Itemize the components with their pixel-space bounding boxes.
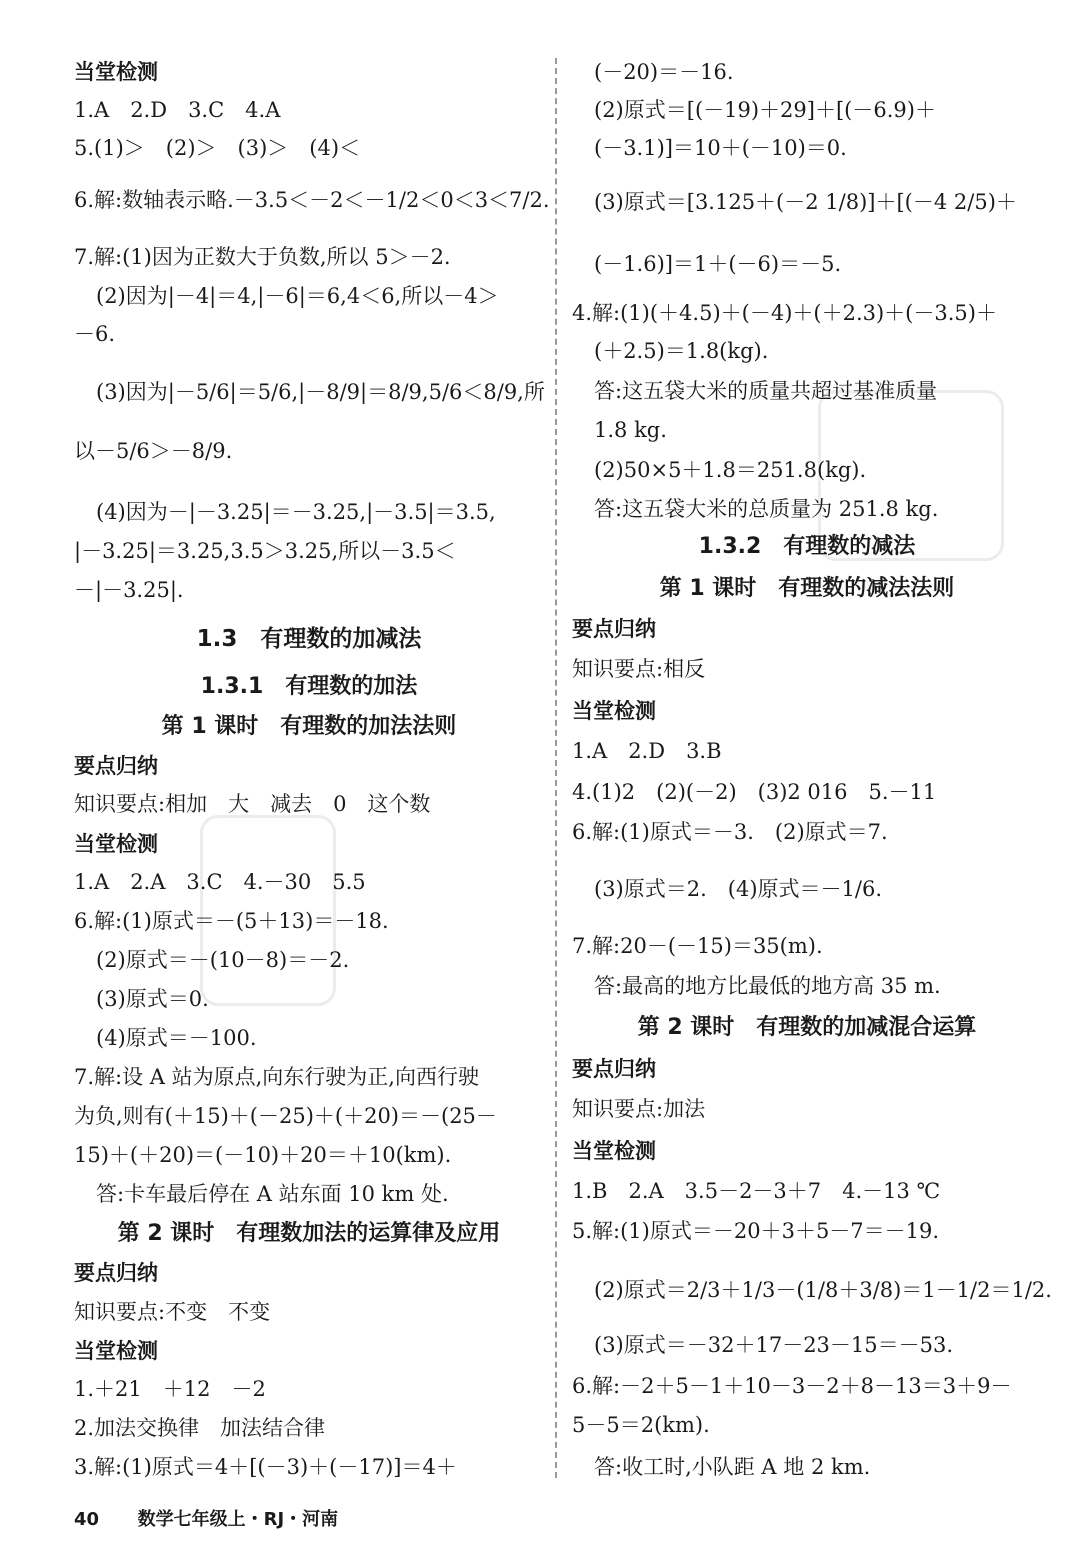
answer-line: 6.解:数轴表示略.－3.5＜－2＜－1/2＜0＜3＜7/2. xyxy=(74,188,550,212)
book-title: 数学七年级上・RJ・河南 xyxy=(137,1509,339,1530)
answer-line: (4)因为－|－3.25|＝－3.25,|－3.5|＝3.5, xyxy=(96,500,496,524)
answer-line: 答:这五袋大米的质量共超过基准质量 xyxy=(594,379,938,403)
answer-line: (2)原式＝[(－19)＋29]＋[(－6.9)＋ xyxy=(594,98,936,122)
subsection-label: 当堂检测 xyxy=(572,1139,656,1163)
answer-line: (4)原式＝－100. xyxy=(96,1026,257,1050)
answer-line: 7.解:设 A 站为原点,向东行驶为正,向西行驶 xyxy=(74,1065,479,1089)
answer-line: (2)原式＝－(10－8)＝－2. xyxy=(96,948,350,972)
answer-line: 4.解:(1)(＋4.5)＋(－4)＋(＋2.3)＋(－3.5)＋ xyxy=(572,301,997,325)
answer-line: |－3.25|＝3.25,3.5＞3.25,所以－3.5＜ xyxy=(74,539,456,563)
answer-line: 答:这五袋大米的总质量为 251.8 kg. xyxy=(594,497,939,521)
subsection-label: 要点归纳 xyxy=(572,1057,656,1081)
answer-line: 1.A 2.D 3.B xyxy=(572,739,722,763)
answer-line: (2)50×5＋1.8＝251.8(kg). xyxy=(594,458,867,482)
answer-line: 1.B 2.A 3.5－2－3＋7 4.－13 ℃ xyxy=(572,1179,941,1203)
answer-line: (3)原式＝[3.125＋(－2 1/8)]＋[(－4 2/5)＋ xyxy=(594,190,1017,214)
subsection-label: 当堂检测 xyxy=(572,699,656,723)
column-divider xyxy=(555,58,557,1478)
subsection-label: 当堂检测 xyxy=(74,60,158,84)
answer-line: (2)因为|－4|＝4,|－6|＝6,4＜6,所以－4＞ xyxy=(96,284,499,308)
answer-line: 知识要点:加法 xyxy=(572,1097,706,1121)
answer-line: 答:卡车最后停在 A 站东面 10 km 处. xyxy=(96,1182,449,1206)
answer-line: (－3.1)]＝10＋(－10)＝0. xyxy=(594,136,847,160)
answer-line: 3.解:(1)原式＝4＋[(－3)＋(－17)]＝4＋ xyxy=(74,1455,457,1479)
page-number: 40 xyxy=(74,1509,100,1530)
answer-line: (2)原式＝2/3＋1/3－(1/8＋3/8)＝1－1/2＝1/2. xyxy=(594,1278,1052,1302)
answer-line: 7.解:(1)因为正数大于负数,所以 5＞－2. xyxy=(74,245,451,269)
answer-line: 以－5/6＞－8/9. xyxy=(74,439,233,463)
page-footer xyxy=(74,1505,338,1531)
answer-line: 7.解:20－(－15)＝35(m). xyxy=(572,934,823,958)
subsection-label: 当堂检测 xyxy=(74,832,158,856)
answer-line: 2.加法交换律 加法结合律 xyxy=(74,1416,326,1440)
answer-line: 1.A 2.A 3.C 4.－30 5.5 xyxy=(74,870,366,894)
answer-line: 5.(1)＞ (2)＞ (3)＞ (4)＜ xyxy=(74,136,361,160)
answer-line: 6.解:(1)原式＝－3. (2)原式＝7. xyxy=(572,820,888,844)
answer-line: 知识要点:相反 xyxy=(572,657,706,681)
section-heading: 1.3.1 有理数的加法 xyxy=(200,674,418,699)
answer-line: 1.A 2.D 3.C 4.A xyxy=(74,98,281,122)
answer-line: －|－3.25|. xyxy=(74,578,184,602)
answer-line: (－1.6)]＝1＋(－6)＝－5. xyxy=(594,252,842,276)
answer-line: (3)原式＝0. xyxy=(96,987,209,1011)
section-heading: 第 2 课时 有理数的加减混合运算 xyxy=(637,1015,977,1040)
subsection-label: 要点归纳 xyxy=(572,617,656,641)
section-heading: 第 2 课时 有理数加法的运算律及应用 xyxy=(117,1221,501,1246)
answer-line: (3)原式＝－32＋17－23－15＝－53. xyxy=(594,1333,954,1357)
answer-line: (＋2.5)＝1.8(kg). xyxy=(594,339,769,363)
answer-line: 知识要点:不变 不变 xyxy=(74,1300,271,1324)
answer-line: 答:收工时,小队距 A 地 2 km. xyxy=(594,1455,871,1479)
answer-line: (3)因为|－5/6|＝5/6,|－8/9|＝8/9,5/6＜8/9,所 xyxy=(96,380,545,404)
answer-line: 知识要点:相加 大 减去 0 这个数 xyxy=(74,792,431,816)
subsection-label: 当堂检测 xyxy=(74,1339,158,1363)
answer-line: 6.解:－2＋5－1＋10－3－2＋8－13＝3＋9－ xyxy=(572,1374,1012,1398)
answer-line: －6. xyxy=(74,322,116,346)
section-heading: 1.3.2 有理数的减法 xyxy=(698,534,916,559)
answer-line: 为负,则有(＋15)＋(－25)＋(＋20)＝－(25－ xyxy=(74,1104,497,1128)
subsection-label: 要点归纳 xyxy=(74,754,158,778)
section-heading: 1.3 有理数的加减法 xyxy=(196,626,422,652)
section-heading: 第 1 课时 有理数的减法法则 xyxy=(659,576,955,601)
subsection-label: 要点归纳 xyxy=(74,1261,158,1285)
answer-line: 5.解:(1)原式＝－20＋3＋5－7＝－19. xyxy=(572,1219,940,1243)
answer-line: 1.8 kg. xyxy=(594,418,667,442)
answer-line: 6.解:(1)原式＝－(5＋13)＝－18. xyxy=(74,909,389,933)
section-heading: 第 1 课时 有理数的加法法则 xyxy=(161,714,457,739)
answer-line: 4.(1)2 (2)(－2) (3)2 016 5.－11 xyxy=(572,780,937,804)
answer-line: (－20)＝－16. xyxy=(594,60,734,84)
answer-line: 5－5＝2(km). xyxy=(572,1413,710,1437)
answer-line: 答:最高的地方比最低的地方高 35 m. xyxy=(594,974,941,998)
answer-line: (3)原式＝2. (4)原式＝－1/6. xyxy=(594,877,883,901)
answer-line: 1.＋21 ＋12 －2 xyxy=(74,1377,266,1401)
answer-line: 15)＋(＋20)＝(－10)＋20＝＋10(km). xyxy=(74,1143,452,1167)
